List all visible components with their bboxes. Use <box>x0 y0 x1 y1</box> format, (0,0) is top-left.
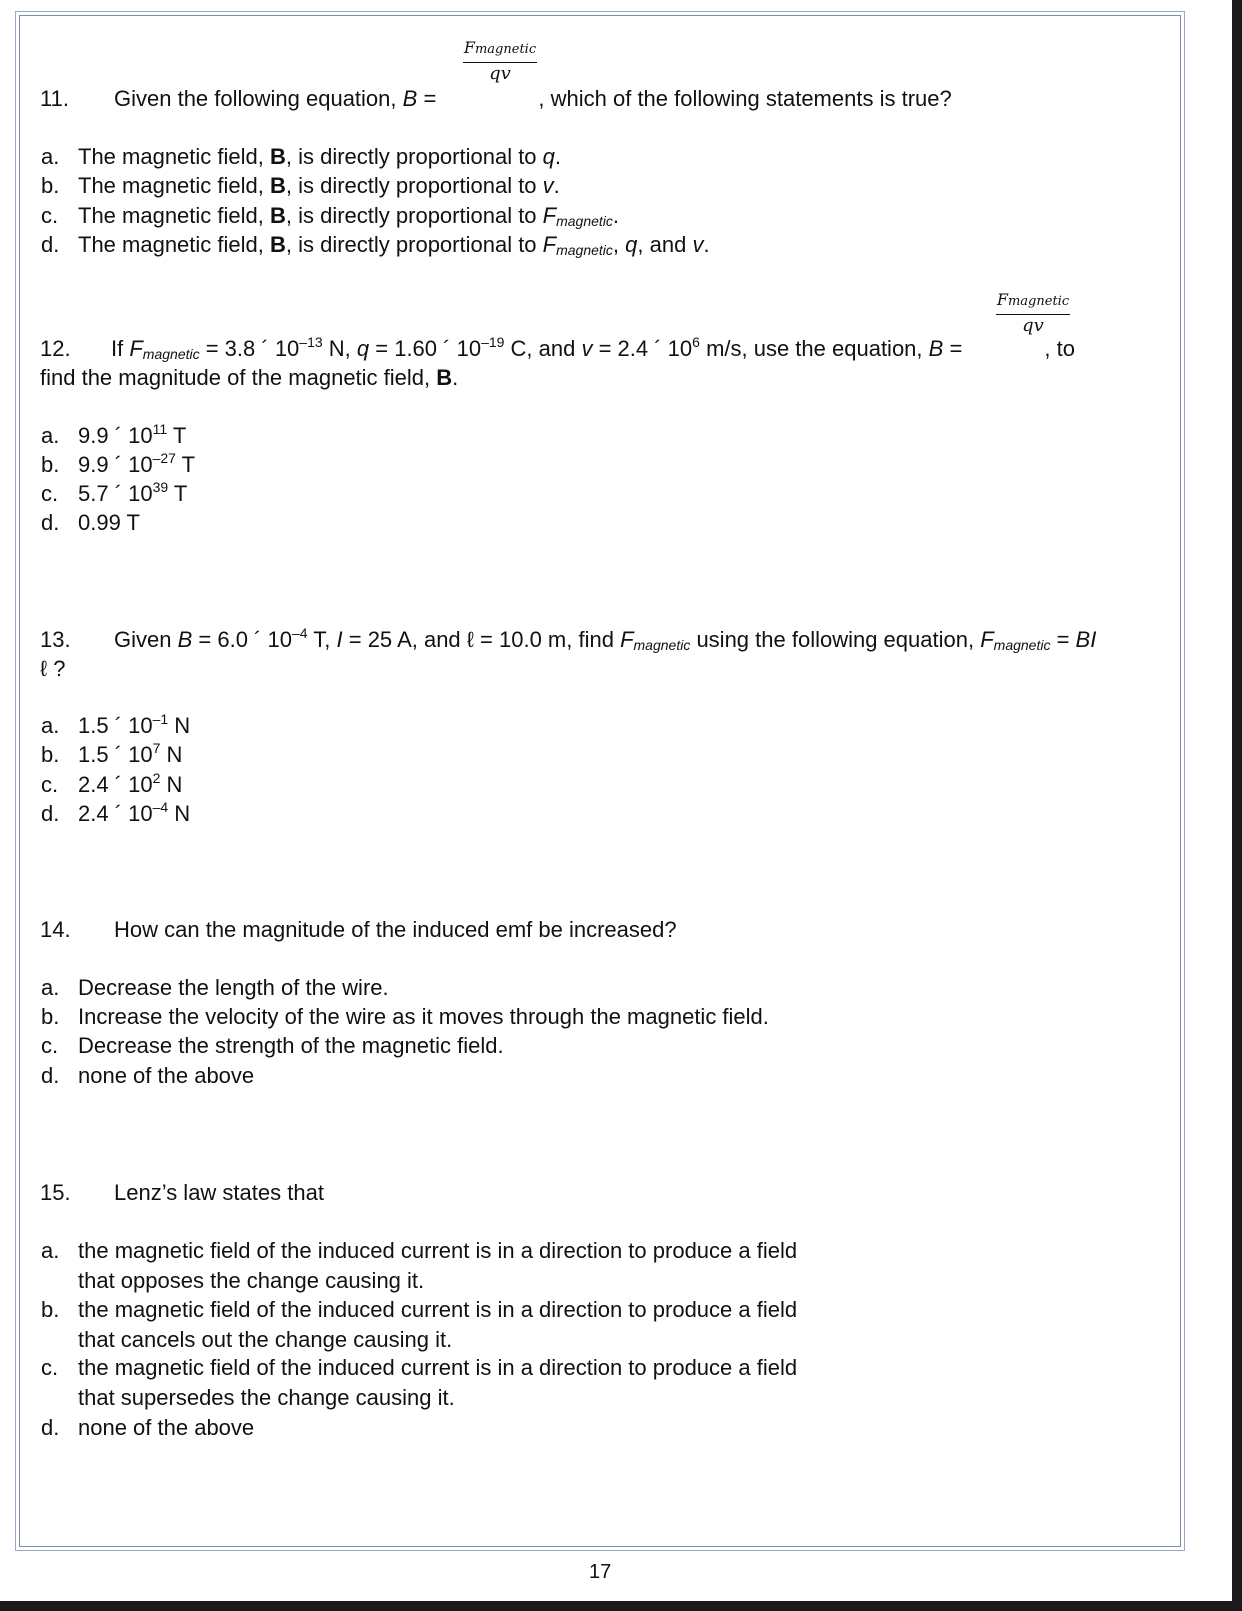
question-number: 13. <box>40 627 71 652</box>
q11-option-c[interactable]: c. The magnetic field, B, is directly proportional to Fmagnetic. <box>41 203 620 229</box>
q13-option-d[interactable]: d. 2.4 ´ $10^{-4}$ N <box>41 799 191 826</box>
question-number: 11. <box>40 86 69 111</box>
question-12-stem-line2: find the magnitude of the magnetic field, B. <box>40 365 459 390</box>
question-number: 12. <box>40 336 71 361</box>
q12-option-a[interactable]: a. 9.9 ´ $10^{11}$ T <box>41 421 187 448</box>
q12-option-d[interactable]: d. 0.99 T <box>41 510 140 535</box>
screen-edge-right <box>1232 0 1242 1611</box>
q14-option-d[interactable]: d. none of the above <box>41 1063 255 1088</box>
question-12-stem: 12. If Fmagnetic = 3.8 ´ $10^{-13}$ N, q = 1.60 ´ $10^{-19}$ C, and v = 2.4 ´ $10^6$ m/s, use the equation, B = , to <box>40 334 1075 362</box>
q11-option-a[interactable]: a. The magnetic field, B, is directly proportional to q. <box>41 144 562 169</box>
question-number: 14. <box>40 917 71 942</box>
q15-option-d[interactable]: d. none of the above <box>41 1415 255 1440</box>
q14-option-c[interactable]: c. Decrease the strength of the magnetic field. <box>41 1033 504 1058</box>
question-15-stem: 15. Lenz’s law states that <box>40 1178 324 1208</box>
q11-option-d[interactable]: d. The magnetic field, B, is directly proportional to Fmagnetic, q, and v. <box>41 232 710 258</box>
question-13-stem-line2: ℓ ? <box>40 656 66 681</box>
q13-option-c[interactable]: c. 2.4 ´ $10^2$ N <box>41 770 183 797</box>
screen-edge-bottom <box>0 1601 1242 1611</box>
q12-fraction: Fmagnetic qv <box>996 290 1070 336</box>
q14-option-b[interactable]: b. Increase the velocity of the wire as it moves through the magnetic field. <box>41 1004 769 1029</box>
q14-option-a[interactable]: a. Decrease the length of the wire. <box>41 975 389 1000</box>
q11-option-b[interactable]: b. The magnetic field, B, is directly proportional to v. <box>41 173 560 198</box>
q12-option-c[interactable]: c. 5.7 ´ $10^{39}$ T <box>41 479 188 506</box>
q15-option-c[interactable]: c. the magnetic field of the induced current is in a direction to produce a field that supersedes the change causing it. <box>41 1355 798 1410</box>
q11-fraction: Fmagnetic qv <box>463 38 537 84</box>
question-11-stem: 11. Given the following equation, B = , which of the following statements is true? <box>40 84 952 114</box>
question-14-stem: 14. How can the magnitude of the induced emf be increased? <box>40 915 677 945</box>
q15-option-b[interactable]: b. the magnetic field of the induced current is in a direction to produce a field that cancels out the change causing it. <box>41 1297 798 1352</box>
question-13-stem: 13. Given B = 6.0 ´ $10^{-4}$ T, I = 25 A, and ℓ = 10.0 m, find Fmagnetic using the following equation, Fmagnetic = BI <box>40 625 1097 653</box>
q12-option-b[interactable]: b. 9.9 ´ $10^{-27}$ T <box>41 450 196 477</box>
q15-option-a[interactable]: a. the magnetic field of the induced current is in a direction to produce a field that opposes the change causing it. <box>41 1238 798 1293</box>
question-number: 15. <box>40 1180 71 1205</box>
q13-option-a[interactable]: a. 1.5 ´ $10^{-1}$ N <box>41 711 191 738</box>
page-number: 17 <box>589 1561 612 1583</box>
q13-option-b[interactable]: b. 1.5 ´ $10^7$ N <box>41 740 183 767</box>
